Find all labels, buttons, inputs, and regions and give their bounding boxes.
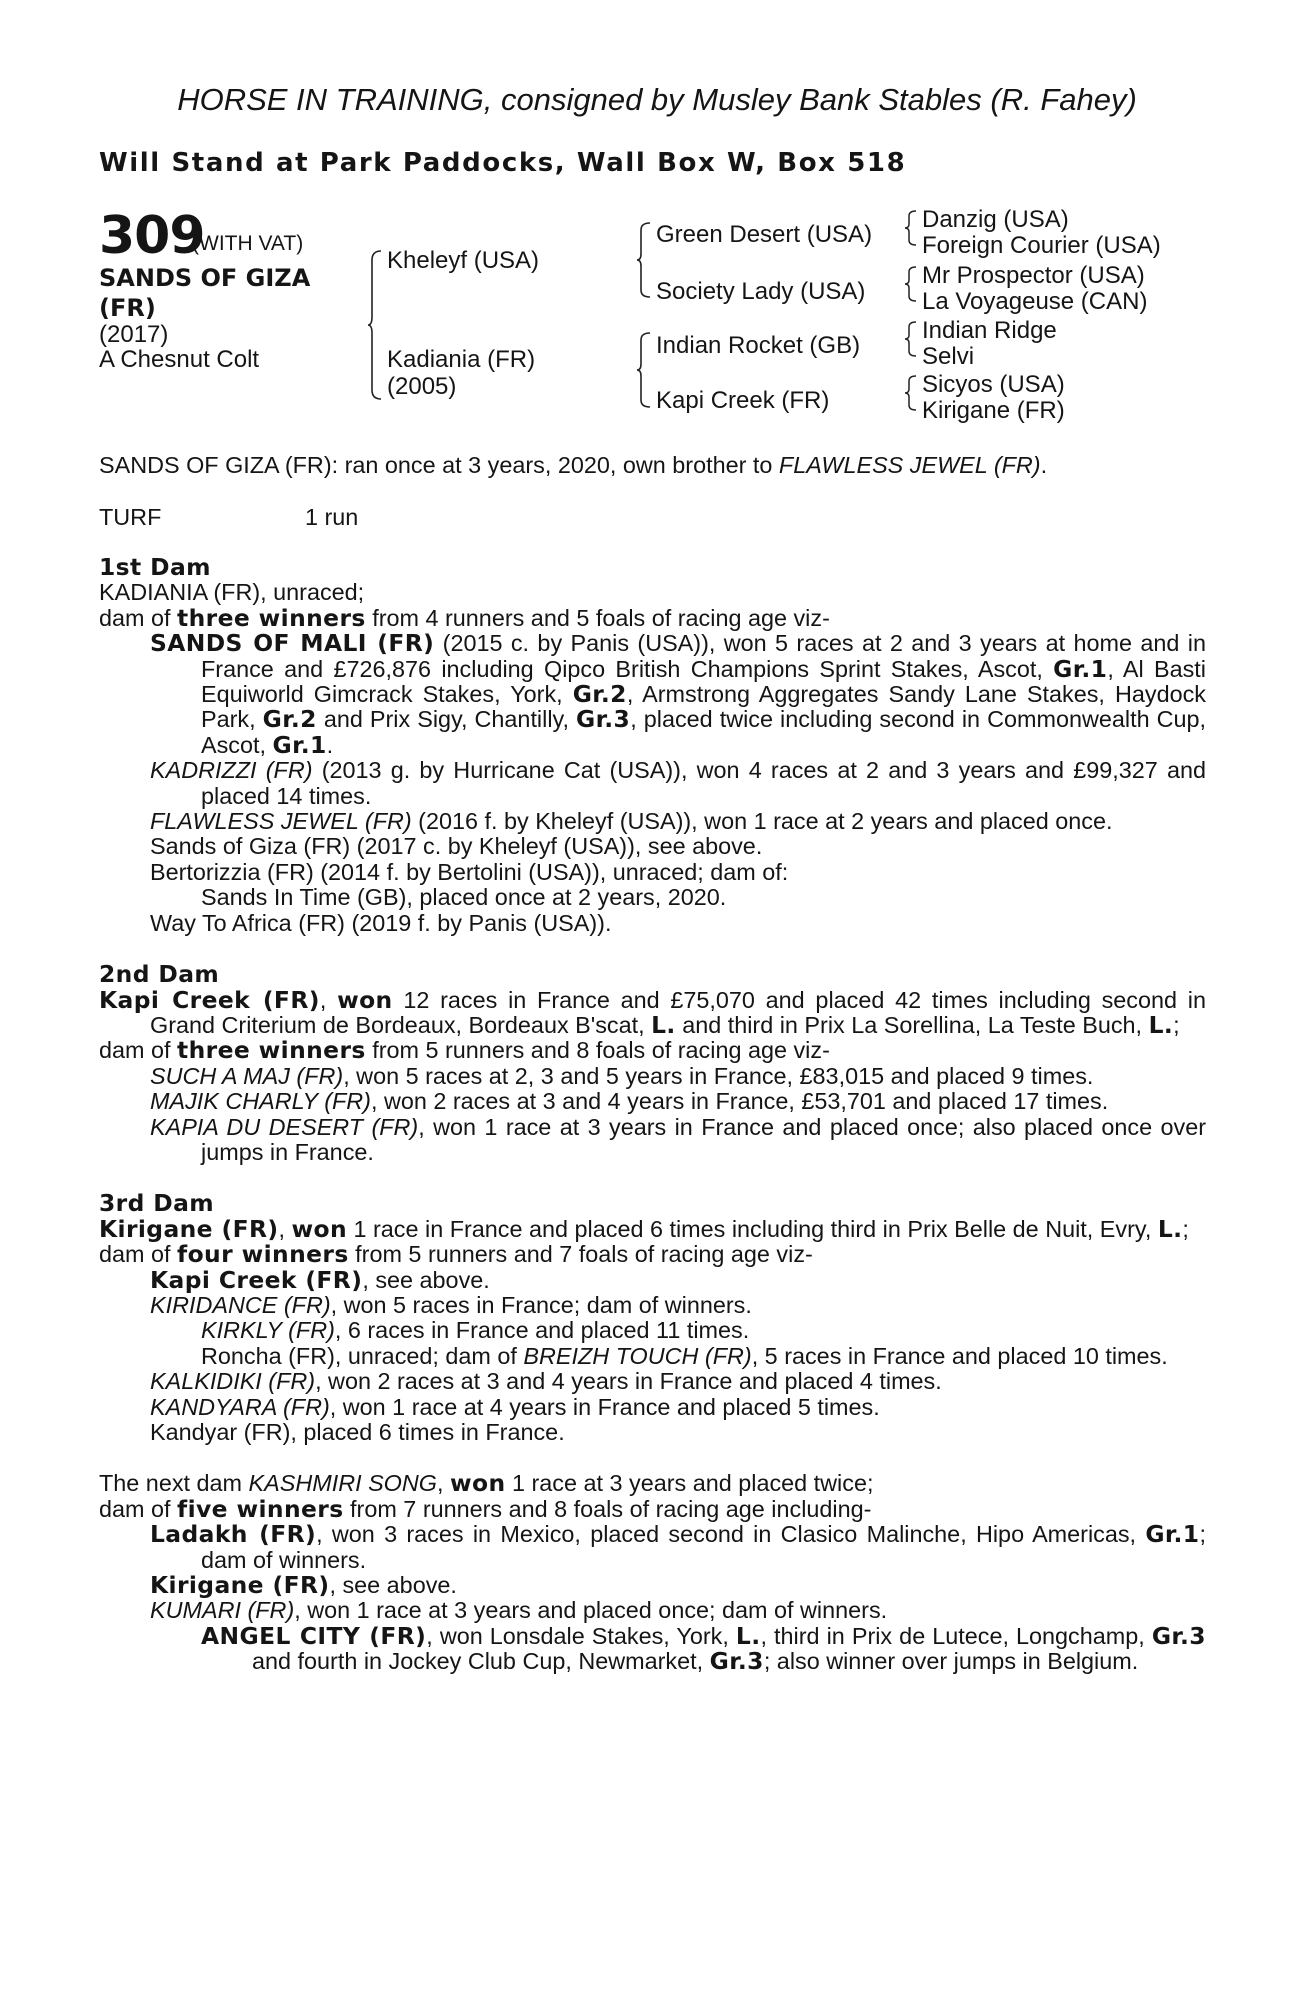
- grand-progeny-entry: Sands In Time (GB), placed once at 2 years, 2020.: [201, 884, 727, 911]
- grand-progeny-entry: KIRKLY (FR), 6 races in France and placed 11 times.: [201, 1317, 750, 1344]
- pedigree-dam-sire: Indian Rocket (GB): [656, 332, 861, 359]
- horse-name: [99, 263, 310, 323]
- progeny-entry: KUMARI (FR), won 1 race at 3 years and placed once; dam of winners.: [150, 1597, 888, 1624]
- progeny-entry: Bertorizzia (FR) (2014 f. by Bertolini (USA)), unraced; dam of:: [150, 858, 789, 885]
- sire-dam-brace: [367, 250, 383, 400]
- turf-label: TURF: [99, 504, 162, 530]
- progeny-entry: SANDS OF MALI (FR) (2015 c. by Panis (USA)), won 5 races at 2 and 3 years at home and in France and £726,876 including Qipco British Champions Sprint Stakes, Ascot, Gr.1, Al Basti Equiworld Gimcrack Stakes, York, Gr.2, Armstrong Aggregates Sandy Lane Stakes, Haydock Park, Gr.2 and Prix Sigy, Chantilly, Gr.3, placed twice including second in Commonwealth Cup, Ascot, Gr.1.: [150, 629, 1207, 759]
- progeny-entry: Sands of Giza (FR) (2017 c. by Kheleyf (USA)), see above.: [150, 833, 763, 860]
- pedigree-sire-sire: Green Desert (USA): [656, 221, 873, 248]
- progeny-entry: SUCH A MAJ (FR), won 5 races at 2, 3 and 5 years in France, £83,015 and placed 9 times.: [150, 1062, 1094, 1089]
- grand-progeny-entry: Roncha (FR), unraced; dam of BREIZH TOUCH (FR), 5 races in France and placed 10 times.: [201, 1342, 1168, 1369]
- progeny-entry: KIRIDANCE (FR), won 5 races in France; dam of winners.: [150, 1291, 752, 1318]
- dam-line: The next dam KASHMIRI SONG, won 1 race at 3 years and placed twice;: [99, 1469, 874, 1498]
- vat-note: (WITH VAT): [192, 232, 304, 255]
- dam-line: KADIANIA (FR), unraced;: [99, 579, 365, 606]
- sire-line-brace: [636, 222, 652, 298]
- pedigree-sire-dam: Society Lady (USA): [656, 278, 866, 305]
- dam-produce-line: dam of three winners from 4 runners and 5 foals of racing age viz-: [99, 603, 830, 632]
- summary-sibling: FLAWLESS JEWEL (FR): [778, 452, 1041, 478]
- foal-year: (2017): [99, 321, 169, 348]
- g-brace-2: [904, 266, 918, 302]
- progeny-entry: KADRIZZI (FR) (2013 g. by Hurricane Cat (USA)), won 4 races at 2 and 3 years and £99,327 and placed 14 times.: [150, 757, 1206, 809]
- next-dam-section: [99, 1471, 1206, 1674]
- horse-description: A Chesnut Colt: [99, 346, 260, 373]
- pedigree-sire: Kheleyf (USA): [387, 247, 540, 274]
- progeny-entry: KALKIDIKI (FR), won 2 races at 3 and 4 years in France and placed 4 times.: [150, 1368, 942, 1395]
- pedigree-g2: Foreign Courier (USA): [922, 232, 1161, 259]
- progeny-entry: Kapi Creek (FR), see above.: [150, 1265, 490, 1294]
- dam-line: Kapi Creek (FR), won 12 races in France and £75,070 and placed 42 times including second in Grand Criterium de Bordeaux, Bordeaux B'scat, L. and third in Prix La Sorellina, La Teste Buch, L.;: [99, 985, 1206, 1039]
- pedigree-dam-dam: Kapi Creek (FR): [656, 387, 830, 414]
- horse-name-line2: (FR): [99, 294, 156, 322]
- g-brace-3: [904, 321, 918, 357]
- stand-location: Will Stand at Park Paddocks, Wall Box W, Box 518: [99, 148, 907, 178]
- third-dam-section: [99, 1191, 1206, 1445]
- pedigree-dam-year: (2005): [387, 373, 457, 400]
- progeny-entry: Ladakh (FR), won 3 races in Mexico, placed second in Clasico Malinche, Hipo Americas, Gr.1; dam of winners.: [150, 1520, 1206, 1573]
- pedigree-g1: Danzig (USA): [922, 206, 1069, 233]
- pedigree-g4: La Voyageuse (CAN): [922, 288, 1148, 315]
- race-summary: [99, 452, 1047, 478]
- dam-line: Kirigane (FR), won 1 race in France and placed 6 times including third in Prix Belle de Nuit, Evry, L.;: [99, 1214, 1189, 1243]
- first-dam-section: [99, 555, 1206, 936]
- pedigree-g8: Kirigane (FR): [922, 397, 1065, 424]
- progeny-entry: FLAWLESS JEWEL (FR) (2016 f. by Kheleyf (USA)), won 1 race at 2 years and placed once.: [150, 808, 1113, 835]
- grand-progeny-entry: ANGEL CITY (FR), won Lonsdale Stakes, York, L., third in Prix de Lutece, Longchamp, Gr.3 and fourth in Jockey Club Cup, Newmarket, Gr.3; also winner over jumps in Belgium.: [201, 1621, 1206, 1676]
- dam-line-brace: [636, 332, 652, 408]
- pedigree-g5: Indian Ridge: [922, 317, 1057, 344]
- section-heading: 2nd Dam: [99, 960, 220, 989]
- horse-name-line1: SANDS OF GIZA: [99, 264, 311, 292]
- progeny-entry: Kandyar (FR), placed 6 times in France.: [150, 1419, 565, 1445]
- dam-history: [99, 555, 1206, 1675]
- progeny-entry: Way To Africa (FR) (2019 f. by Panis (USA)).: [150, 909, 612, 936]
- g-brace-1: [904, 210, 918, 246]
- dam-produce-line: dam of four winners from 5 runners and 7 foals of racing age viz-: [99, 1240, 813, 1269]
- summary-end: .: [1040, 452, 1048, 478]
- progeny-entry: KANDYARA (FR), won 1 race at 4 years in France and placed 5 times.: [150, 1393, 880, 1420]
- second-dam-section: [99, 962, 1206, 1165]
- lot-number: 309: [99, 206, 205, 266]
- section-heading: 3rd Dam: [99, 1189, 215, 1218]
- catalogue-header: HORSE IN TRAINING, consigned by Musley Bank Stables (R. Fahey): [177, 82, 1137, 117]
- g-brace-4: [904, 375, 918, 411]
- progeny-entry: KAPIA DU DESERT (FR), won 1 race at 3 years in France and placed once; also placed once over jumps in France.: [150, 1113, 1206, 1165]
- pedigree-dam: Kadiania (FR): [387, 346, 536, 373]
- section-heading: 1st Dam: [99, 553, 211, 581]
- progeny-entry: MAJIK CHARLY (FR), won 2 races at 3 and 4 years in France, £53,701 and placed 17 times.: [150, 1088, 1109, 1115]
- summary-text: SANDS OF GIZA (FR): ran once at 3 years, 2020, own brother to: [99, 452, 779, 478]
- pedigree-g7: Sicyos (USA): [922, 371, 1065, 398]
- dam-produce-line: dam of five winners from 7 runners and 8 foals of racing age including-: [99, 1494, 872, 1523]
- turf-runs: 1 run: [305, 504, 359, 530]
- progeny-entry: Kirigane (FR), see above.: [150, 1571, 457, 1600]
- pedigree-g3: Mr Prospector (USA): [922, 262, 1145, 289]
- dam-produce-line: dam of three winners from 5 runners and 8 foals of racing age viz-: [99, 1036, 830, 1065]
- pedigree-g6: Selvi: [922, 343, 975, 370]
